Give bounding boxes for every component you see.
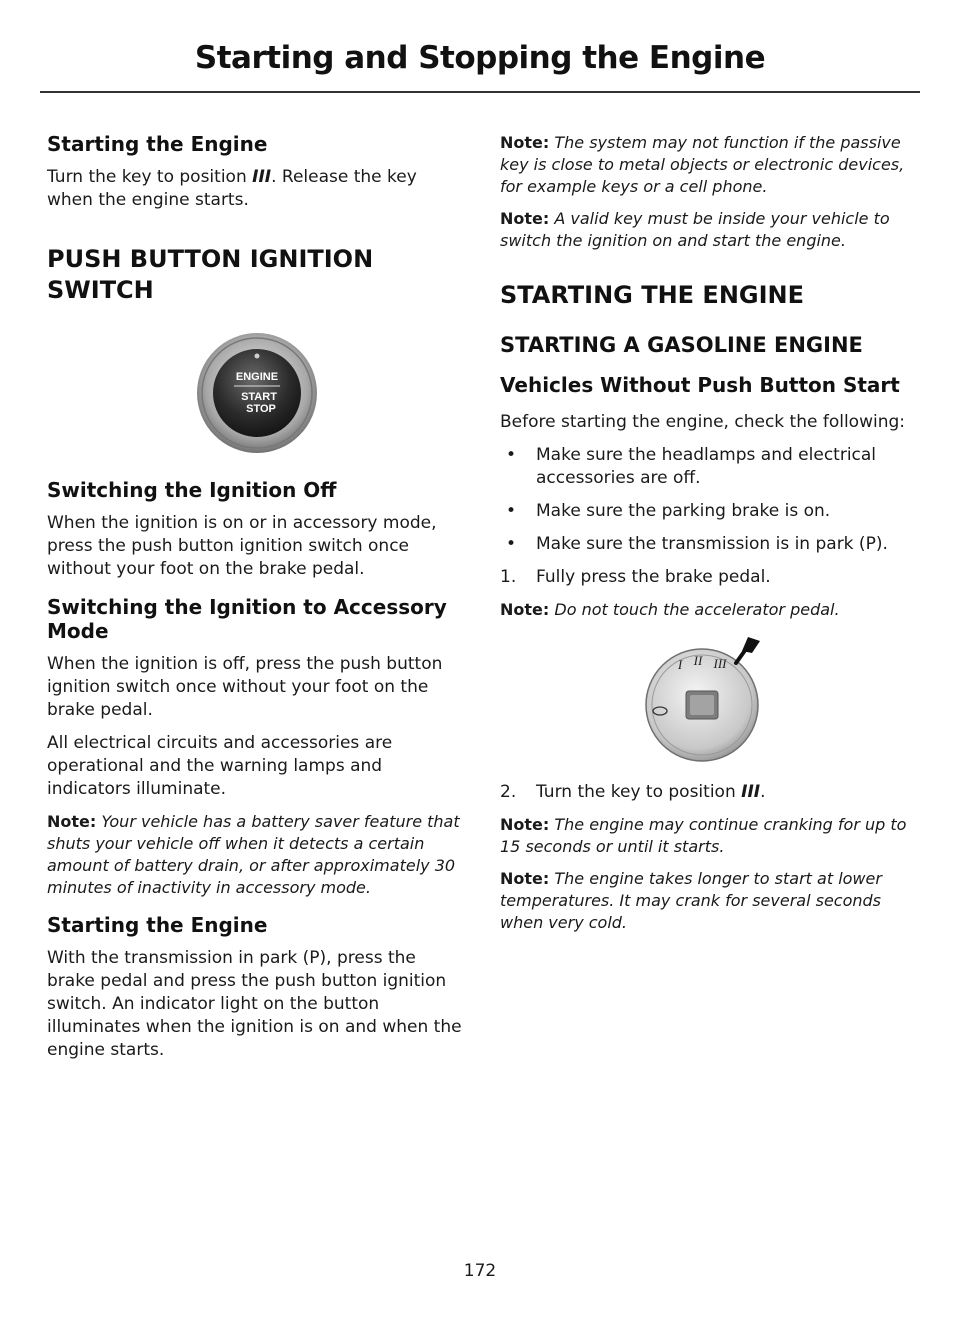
- page-number: 172: [463, 1261, 497, 1281]
- ignition-off-text: When the ignition is on or in accessory mode, press the push button ignition switch once without your foot on the brake pedal.: [47, 513, 437, 579]
- svg-text:III: III: [713, 656, 727, 671]
- starting-engine-push-text: With the transmission in park (P), press the brake pedal and press the push button ignition switch. An indicator light on the button illuminates when the ignition is on and when the engine starts.: [47, 948, 462, 1060]
- heading-starting-engine: Starting the Engine: [47, 132, 268, 156]
- heading-starting-engine-push: Starting the Engine: [47, 913, 268, 937]
- left-column: [47, 132, 467, 1072]
- step-2: 2. Turn the key to position III.: [500, 782, 766, 802]
- key-position-label: III: [252, 167, 272, 187]
- heading-gasoline-engine: STARTING A GASOLINE ENGINE: [500, 333, 863, 357]
- valid-key-note: Note: A valid key must be inside your vehicle to switch the ignition on and start the engine.: [500, 209, 890, 250]
- cold-start-note: Note: The engine takes longer to start at lower temperatures. It may crank for several seconds when very cold.: [500, 869, 882, 932]
- heading-push-button-ignition-2: SWITCH: [47, 276, 154, 304]
- step-1: 1. Fully press the brake pedal.: [500, 567, 771, 587]
- checklist-item: • Make sure the transmission is in park (P).: [506, 534, 888, 554]
- svg-text:STOP: STOP: [246, 403, 276, 415]
- checklist-item: • Make sure the parking brake is on.: [506, 501, 831, 521]
- svg-text:START: START: [241, 391, 277, 403]
- heading-accessory-mode: Switching the Ignition to Accessory Mode: [47, 595, 447, 643]
- right-column: [500, 132, 920, 944]
- heading-push-button-ignition-1: PUSH BUTTON IGNITION: [47, 245, 374, 273]
- battery-saver-note: Note: Your vehicle has a battery saver feature that shuts your vehicle off when it detects a certain amount of battery drain, or after approximately 30 minutes of inactivity in accessory mode.: [47, 812, 460, 897]
- heading-starting-the-engine: STARTING THE ENGINE: [500, 281, 805, 309]
- heading-without-push-button: Vehicles Without Push Button Start: [500, 373, 900, 397]
- push-button-start-stop-icon: [47, 328, 467, 458]
- accessory-mode-text-2: All electrical circuits and accessories are operational and the warning lamps and indicators illuminate.: [47, 733, 393, 799]
- page-header-title: Starting and Stopping the Engine: [194, 40, 766, 76]
- accelerator-note: Note: Do not touch the accelerator pedal.: [500, 600, 840, 619]
- svg-text:II: II: [693, 653, 703, 668]
- passive-key-note: Note: The system may not function if the passive key is close to metal objects or electronic devices, for example keys or a cell phone.: [500, 133, 905, 196]
- intro-text: Before starting the engine, check the following:: [500, 412, 905, 432]
- ignition-key-cylinder-icon: [500, 635, 920, 765]
- svg-text:ENGINE: ENGINE: [235, 371, 279, 383]
- svg-text:I: I: [677, 657, 683, 672]
- header-divider: [40, 91, 920, 93]
- cranking-note: Note: The engine may continue cranking for up to 15 seconds or until it starts.: [500, 815, 907, 856]
- heading-ignition-off: Switching the Ignition Off: [47, 478, 337, 502]
- starting-engine-text: Turn the key to position III. Release the key when the engine starts.: [47, 167, 417, 210]
- accessory-mode-text-1: When the ignition is off, press the push button ignition switch once without your foot on the brake pedal.: [47, 654, 443, 720]
- checklist-item: • Make sure the headlamps and electrical accessories are off.: [506, 445, 877, 488]
